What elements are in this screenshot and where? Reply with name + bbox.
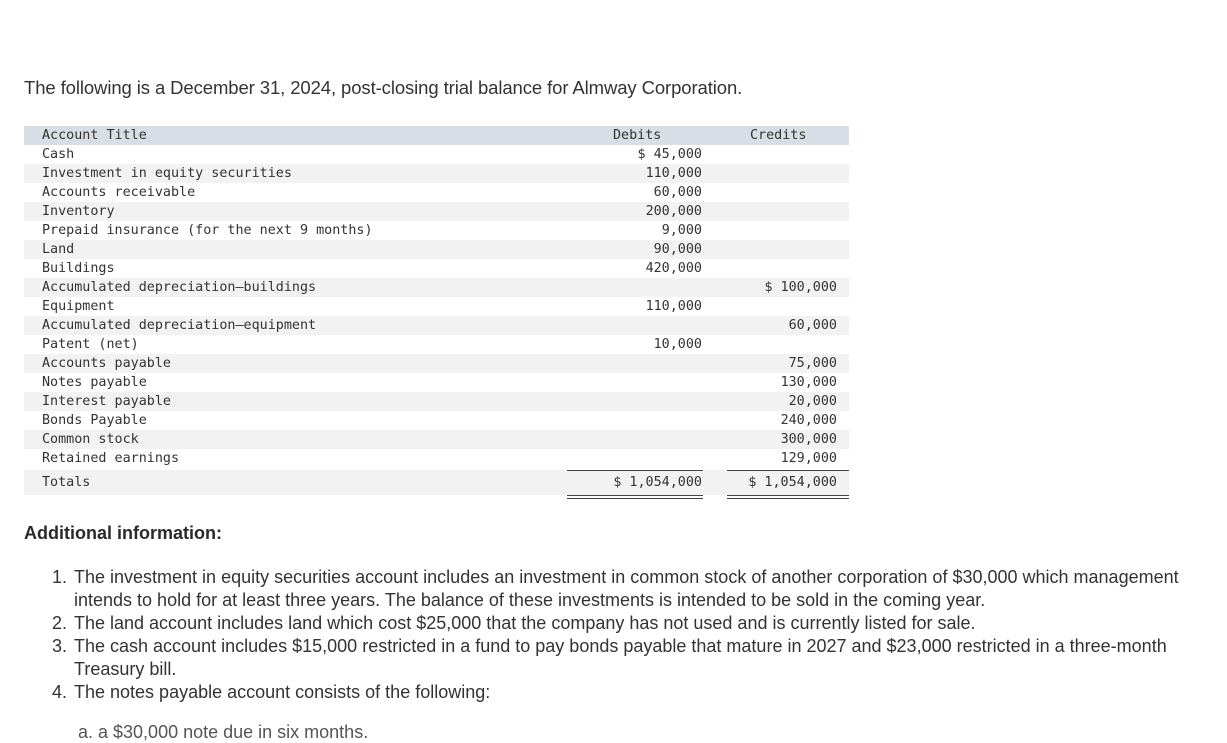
- debit-cell: 90,000: [653, 242, 702, 257]
- table-row: [24, 240, 849, 259]
- credit-cell: 240,000: [780, 413, 837, 428]
- debit-cell: $ 45,000: [637, 147, 702, 162]
- table-row: [24, 259, 849, 278]
- list-item-text: The notes payable account consists of the following:: [74, 682, 491, 702]
- credit-cell: 75,000: [788, 356, 837, 371]
- table-row: [24, 449, 849, 468]
- table-row: [24, 183, 849, 202]
- additional-info-heading: Additional information:: [24, 523, 222, 543]
- account-title-cell: Accounts receivable: [42, 185, 196, 200]
- trial-balance-table: [24, 126, 849, 495]
- table-row: [24, 430, 849, 449]
- account-title-cell: Accumulated depreciation—buildings: [42, 280, 317, 295]
- table-row: [24, 164, 849, 183]
- credit-cell: 20,000: [788, 394, 837, 409]
- account-title-cell: Investment in equity securities: [42, 166, 292, 181]
- account-title-cell: Patent (net): [42, 337, 139, 352]
- debit-cell: 110,000: [645, 299, 702, 314]
- credit-cell: $ 100,000: [764, 280, 837, 295]
- account-title-cell: Accumulated depreciation—equipment: [42, 318, 317, 333]
- table-row: [24, 297, 849, 316]
- credit-cell: 60,000: [788, 318, 837, 333]
- table-row: [24, 335, 849, 354]
- table-row: [24, 221, 849, 240]
- credit-cell: 130,000: [780, 375, 837, 390]
- debit-total-double-rule: [567, 495, 703, 499]
- list-item: [52, 612, 1202, 635]
- account-title-cell: Interest payable: [42, 394, 171, 409]
- credit-cell: 129,000: [780, 451, 837, 466]
- table-row: [24, 392, 849, 411]
- header-account-title: Account Title: [42, 128, 147, 143]
- account-title-cell: Cash: [42, 147, 75, 162]
- account-title-cell: Land: [42, 242, 75, 257]
- list-item-text: The cash account includes $15,000 restricted in a fund to pay bonds payable that mature in 2027 and $23,000 restricted in a three-month Treasury bill.: [74, 636, 1167, 679]
- list-item: [52, 566, 1202, 612]
- debit-cell: 200,000: [645, 204, 702, 219]
- debit-subtotal-rule: [567, 470, 703, 471]
- table-body: [24, 145, 849, 468]
- account-title-cell: Retained earnings: [42, 451, 180, 466]
- notes-payable-sub-item: a. a $30,000 note due in six months.: [78, 722, 369, 742]
- table-header-row: [24, 126, 849, 145]
- header-credits: Credits: [750, 128, 807, 143]
- totals-label: Totals: [42, 475, 91, 490]
- header-debits: Debits: [613, 128, 662, 143]
- debit-cell: 10,000: [653, 337, 702, 352]
- table-row: [24, 278, 849, 297]
- table-row: [24, 411, 849, 430]
- list-item-number: 4.: [52, 682, 68, 702]
- debit-cell: 110,000: [645, 166, 702, 181]
- list-item: [52, 635, 1202, 681]
- totals-debit: $ 1,054,000: [613, 475, 702, 490]
- debit-cell: 60,000: [653, 185, 702, 200]
- account-title-cell: Accounts payable: [42, 356, 171, 371]
- list-item-text: The investment in equity securities account includes an investment in common stock of another corporation of $30,000 which management intends to hold for at least three years. The balance of these investments is intended to be sold in the coming year.: [74, 567, 1179, 610]
- list-item-number: 1.: [52, 567, 68, 587]
- list-item-text: The land account includes land which cost $25,000 that the company has not used and is currently listed for sale.: [74, 613, 976, 633]
- credit-total-double-rule: [727, 495, 849, 499]
- list-item-number: 2.: [52, 613, 68, 633]
- account-title-cell: Common stock: [42, 432, 139, 447]
- account-title-cell: Notes payable: [42, 375, 147, 390]
- table-row: [24, 202, 849, 221]
- list-item: [52, 681, 1202, 704]
- totals-row: [24, 470, 849, 495]
- account-title-cell: Inventory: [42, 204, 115, 219]
- account-title-cell: Equipment: [42, 299, 115, 314]
- account-title-cell: Prepaid insurance (for the next 9 months): [42, 223, 373, 238]
- account-title-cell: Bonds Payable: [42, 413, 147, 428]
- table-row: [24, 373, 849, 392]
- intro-text: The following is a December 31, 2024, post-closing trial balance for Almway Corporation.: [24, 77, 743, 98]
- list-item-number: 3.: [52, 636, 68, 656]
- account-title-cell: Buildings: [42, 261, 115, 276]
- table-row: [24, 354, 849, 373]
- debit-cell: 420,000: [645, 261, 702, 276]
- credit-cell: 300,000: [780, 432, 837, 447]
- table-row: [24, 316, 849, 335]
- additional-info-list: [52, 566, 1202, 704]
- credit-subtotal-rule: [727, 470, 849, 471]
- debit-cell: 9,000: [661, 223, 702, 238]
- totals-credit: $ 1,054,000: [748, 475, 837, 490]
- table-row: [24, 145, 849, 164]
